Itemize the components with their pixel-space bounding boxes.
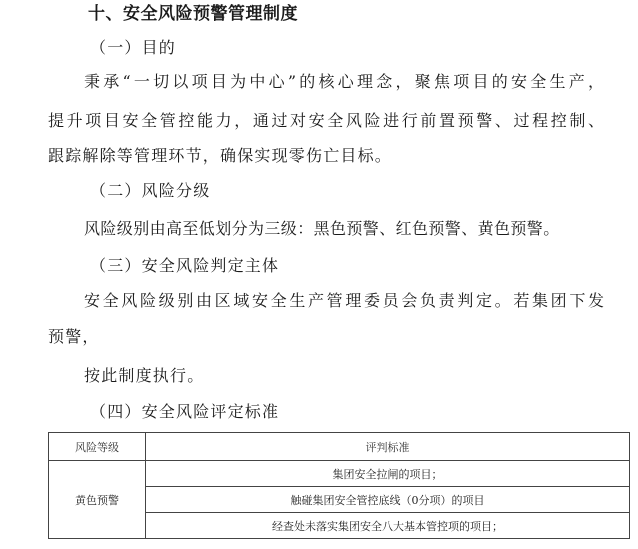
grading-paragraph: 风险级别由高至低划分为三级：黑色预警、红色预警、黄色预警。: [84, 219, 560, 238]
subsection-title-standards: （四）安全风险评定标准: [90, 402, 280, 421]
criteria-cell: 经查处未落实集团安全八大基本管控项的项目；: [146, 513, 630, 539]
criteria-cell: 集团安全拉闸的项目；: [146, 461, 630, 487]
judgement-line-2: 预警，: [48, 327, 100, 346]
purpose-line-2: 提升项目安全管控能力，通过对安全风险进行前置预警、过程控制、: [48, 111, 604, 130]
table-header-row: [49, 433, 630, 461]
subsection-title-grading: （二）风险分级: [90, 181, 211, 200]
risk-standards-table: [48, 432, 630, 539]
judgement-line-1: 安全风险级别由区域安全生产管理委员会负责判定。若集团下发: [84, 291, 604, 310]
criteria-cell: 触碰集团安全管控底线（0分项）的项目: [146, 487, 630, 513]
section-heading: 十、安全风险预警管理制度: [88, 4, 298, 24]
header-risk-level: 风险等级: [49, 433, 146, 461]
risk-level-cell: 黄色预警: [49, 461, 146, 539]
subsection-title-purpose: （一）目的: [90, 38, 177, 57]
table-row: [49, 461, 630, 487]
header-criteria: 评判标准: [146, 433, 630, 461]
subsection-title-judgement: （三）安全风险判定主体: [90, 256, 280, 275]
judgement-line-3: 按此制度执行。: [84, 366, 205, 385]
purpose-line-3: 跟踪解除等管理环节，确保实现零伤亡目标。: [48, 146, 393, 165]
purpose-line-1: 秉承“一切以项目为中心”的核心理念，聚焦项目的安全生产，: [84, 72, 604, 91]
